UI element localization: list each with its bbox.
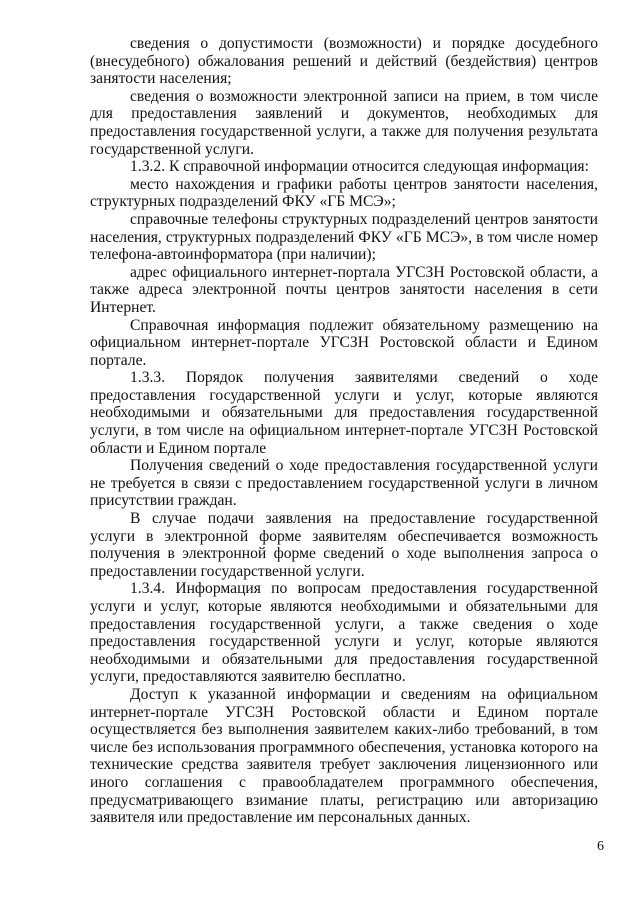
paragraph-location-schedule: место нахождения и графики работы центров занятости населения, структурных подразделений ФКУ «ГБ МСЭ»; [90, 175, 598, 211]
paragraph-1-3-2-heading: 1.3.2. К справочной информации относится следующая информация: [130, 158, 589, 176]
paragraph-appeal-procedure: сведения о допустимости (возможности) и порядке досудебного (внесудебного) обжалования решений и действий (бездействия) центров занятости населения; [90, 35, 598, 88]
paragraph-reference-placement: Справочная информация подлежит обязательному размещению на официальном интернет-портале УГСЗН Ростовской области и Едином портале. [90, 316, 598, 369]
paragraph-electronic-appointment: сведения о возможности электронной записи на прием, в том числе для предоставления заявлений и документов, необходимых для предоставления государственной услуги, а также для получения результата государственной услуги. [90, 87, 598, 158]
page-number: 6 [597, 839, 604, 854]
document-body [90, 35, 598, 827]
paragraph-1-3-4-free-info: 1.3.4. Информация по вопросам предоставления государственной услуги и услуг, которые являются необходимыми и обязательными для предоставления государственной услуги, а также сведения о ходе предоставления государственной услуги и услуг, которые являются необходимыми и обязательными для предоставления государственной услуги, предоставляются заявителю бесплатно. [90, 580, 598, 686]
paragraph-access-conditions: Доступ к указанной информации и сведениям на официальном интернет-портале УГСЗН Ростовской области и Едином портале осуществляется без выполнения заявителем каких-либо требований, в том числе без использования программного обеспечения, установка которого на технические средства заявителя требует заключения лицензионного или иного соглашения с правообладателем программного обеспечения, предусматривающего взимание платы, регистрацию или авторизацию заявителя или предоставление им персональных данных. [90, 685, 598, 827]
paragraph-progress-not-required: Получения сведений о ходе предоставления государственной услуги не требуется в связи с предоставлением государственной услуги в личном присутствии граждан. [90, 457, 598, 510]
paragraph-portal-address: адрес официального интернет-портала УГСЗН Ростовской области, а также адреса электронной почты центров занятости населения в сети Интернет. [90, 263, 598, 316]
paragraph-1-3-3-heading: 1.3.3. Порядок получения заявителями сведений о ходе предоставления государственной услуги и услуг, которые являются необходимыми и обязательными для предоставления государственной услуги, в том числе на официальном интернет-портале УГСЗН Ростовской области и Едином портале [90, 369, 598, 457]
paragraph-reference-phones: справочные телефоны структурных подразделений центров занятости населения, структурных подразделений ФКУ «ГБ МСЭ», в том числе номер телефона-автоинформатора (при наличии); [90, 210, 598, 264]
paragraph-electronic-application: В случае подачи заявления на предоставление государственной услуги в электронной форме заявителям обеспечивается возможность получения в электронной форме сведений о ходе выполнения запроса о предоставлении государственной услуги. [90, 510, 598, 580]
